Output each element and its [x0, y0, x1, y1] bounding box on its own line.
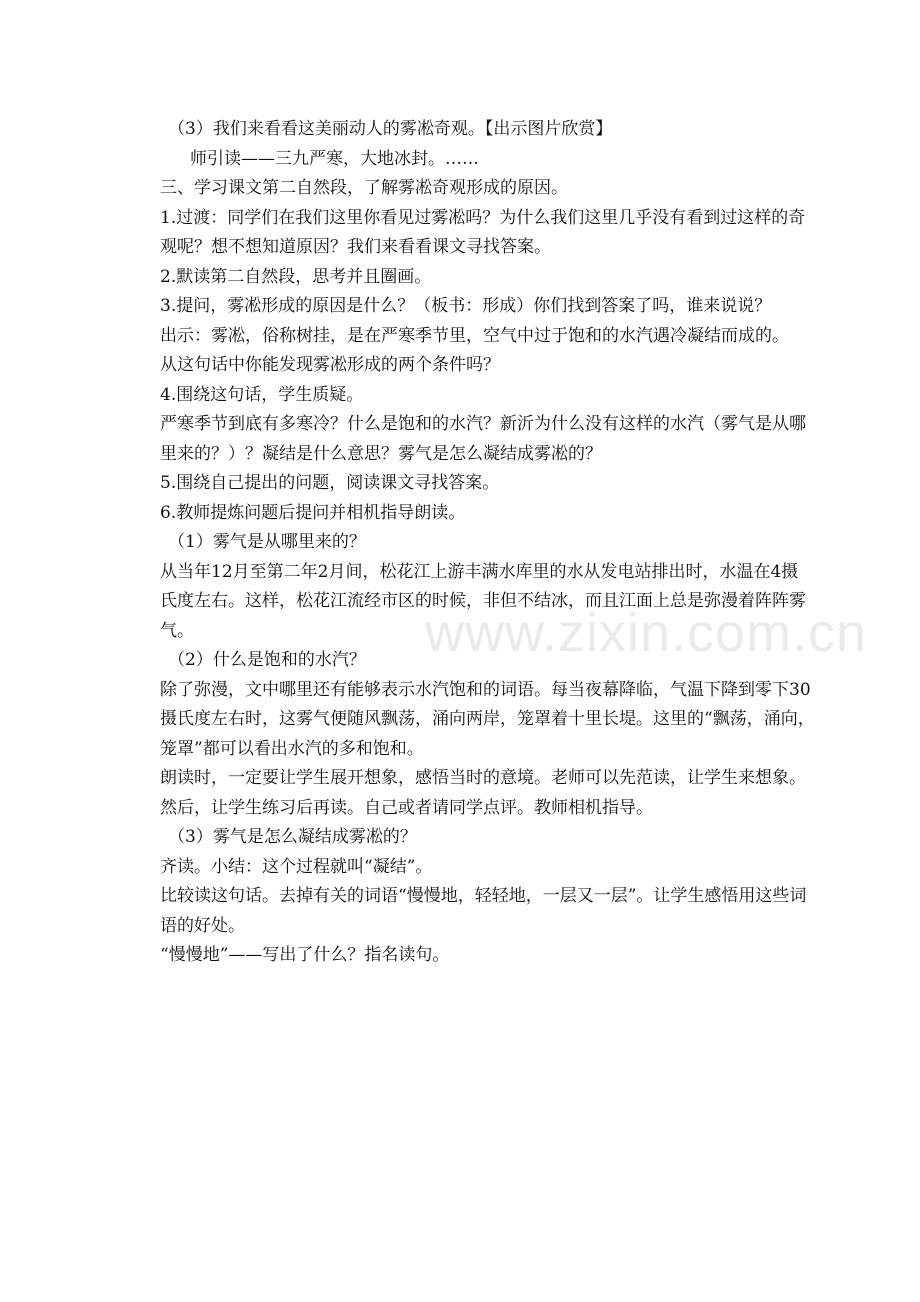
paragraph: 严寒季节到底有多寒冷？什么是饱和的水汽？新沂为什么没有这样的水汽（雾气是从哪里来的？）？凝结是什么意思？雾气是怎么凝结成雾凇的？ — [160, 414, 806, 464]
paragraph: 3.提问，雾凇形成的原因是什么？（板书：形成）你们找到答案了吗，谁来说说？ — [160, 296, 772, 316]
paragraph: 除了弥漫，文中哪里还有能够表示水汽饱和的词语。每当夜幕降临，气温下降到零下30摄氏度左右时，这雾气便随风飘荡，涌向两岸，笼罩着十里长堤。这里的“飘荡，涌向，笼罩”都可以看出水汽的多和饱和。 — [160, 679, 815, 759]
paragraph: （2）什么是饱和的水汽？ — [168, 650, 366, 670]
paragraph: 齐读。小结：这个过程就叫“凝结”。 — [160, 856, 433, 877]
paragraph: 从这句话中你能发现雾凇形成的两个条件吗？ — [160, 355, 500, 375]
paragraph: 从当年12月至第二年2月间，松花江上游丰满水库里的水从发电站排出时，水温在4摄氏度左右。这样，松花江流经市区的时候，非但不结冰，而且江面上总是弥漫着阵阵雾气。 — [160, 561, 806, 641]
paragraph: （1）雾气是从哪里来的？ — [168, 532, 366, 552]
paragraph: 三、学习课文第二自然段，了解雾凇奇观形成的原因。 — [160, 178, 568, 198]
paragraph: 朗读时，一定要让学生展开想象，感悟当时的意境。老师可以先范读，让学生来想象。然后，让学生练习后再读。自己或者请同学点评。教师相机指导。 — [160, 768, 806, 818]
watermark-text: www.zixin.com.cn — [425, 603, 868, 663]
document-body — [160, 115, 815, 971]
paragraph: 1.过渡：同学们在我们这里你看见过雾凇吗？为什么我们这里几乎没有看到过这样的奇观呢？想不想知道原因？我们来看看课文寻找答案。 — [160, 207, 806, 257]
paragraph: 5.围绕自己提出的问题，阅读课文寻找答案。 — [160, 473, 500, 493]
paragraph: “慢慢地”——写出了什么？指名读句。 — [160, 945, 450, 965]
paragraph: 6.教师提炼问题后提问并相机指导朗读。 — [160, 502, 466, 523]
paragraph: （3）我们来看看这美丽动人的雾凇奇观。【出示图片欣赏】 — [168, 119, 613, 139]
paragraph: 师引读——三九严寒，大地冰封。…… — [190, 148, 479, 169]
paragraph: （3）雾气是怎么凝结成雾凇的？ — [168, 827, 417, 847]
paragraph: 出示：雾凇，俗称树挂，是在严寒季节里，空气中过于饱和的水汽遇冷凝结而成的。 — [160, 325, 789, 346]
paragraph: 2.默读第二自然段，思考并且圈画。 — [160, 266, 432, 287]
paragraph: 4.围绕这句话，学生质疑。 — [160, 384, 364, 405]
paragraph: 比较读这句话。去掉有关的词语“慢慢地，轻轻地，一层又一层”。让学生感悟用这些词语的好处。 — [160, 886, 807, 936]
